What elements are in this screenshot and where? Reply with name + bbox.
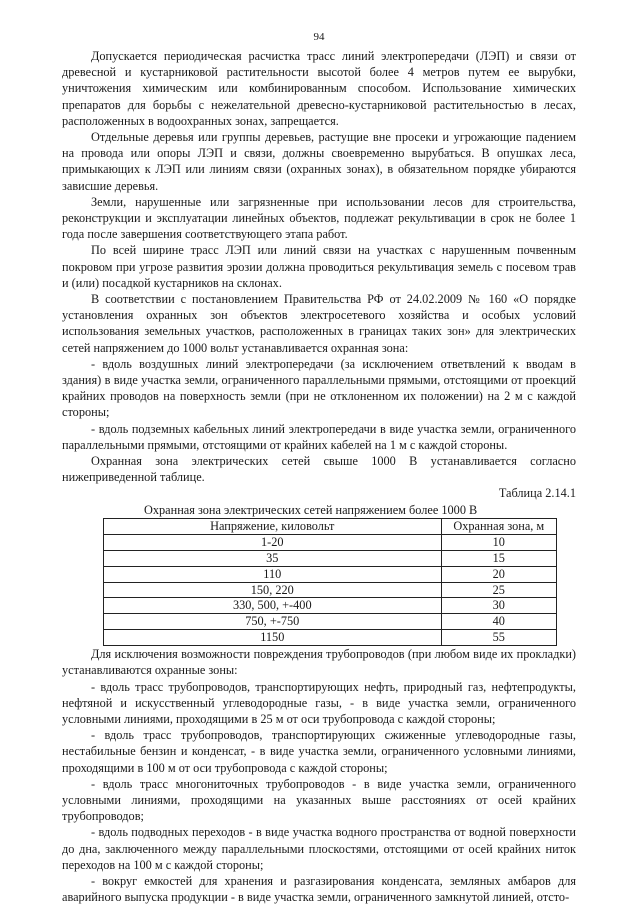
- page-number: 94: [313, 31, 325, 43]
- list-item: - вдоль подводных переходов - в виде участка водного пространства от водной поверхности до дна, заключенного между параллельными плоскостями, отстоящими от осей крайних ниток переходов на 100 м с каждой стороны;: [62, 825, 576, 872]
- table-row: [104, 582, 557, 598]
- paragraph: Земли, нарушенные или загрязненные при использовании лесов для строительства, реконструкции и эксплуатации линейных объектов, подлежат рекультивации в срок не более 1 года после завершения соответствующего этапа работ.: [62, 194, 576, 242]
- table-cell-voltage: 1-20: [104, 534, 442, 550]
- table-row: [104, 614, 557, 630]
- table-row: [104, 598, 557, 614]
- protection-zone-table: [103, 518, 557, 646]
- table-title: Охранная зона электрических сетей напряжением более 1000 В: [144, 502, 478, 517]
- table-label: Таблица 2.14.1: [498, 486, 576, 501]
- paragraph: Отдельные деревья или группы деревьев, растущие вне просеки и угрожающие падением на провода или опоры ЛЭП и связи, должны своевременно вырубаться. В опушках леса, примыкающих к ЛЭП или линиям связи (охранных зонах), в обязательном порядке убираются зависшие деревья.: [62, 130, 576, 193]
- list-item: - вдоль воздушных линий электропередачи (за исключением ответвлений к вводам в здания) в виде участка земли, ограниченного параллельными прямыми, отстоящими от проекций крайних проводов на поверхность земли (при не отклоненном их положении) на 2 м с каждой стороны;: [62, 356, 576, 420]
- column-header-zone: Охранная зона, м: [441, 518, 556, 534]
- document-page: [62, 0, 576, 905]
- table-row: [104, 550, 557, 566]
- list-item: - вдоль трасс многониточных трубопроводов - в виде участка земли, ограниченного условными линиями, проходящими на указанных выше расстояниях от осей крайних трубопроводов;: [62, 776, 576, 824]
- list-item: - вдоль трасс трубопроводов, транспортирующих нефть, природный газ, нефтепродукты, нефтяной и искусственный углеводородные газы, - в виде участка земли, ограниченного условными линиями, проходящими в 25 м от оси трубопровода с каждой стороны;: [62, 679, 576, 726]
- table-cell-zone: 20: [441, 566, 556, 582]
- table-cell-zone: 15: [441, 550, 556, 566]
- table-header-row: [104, 518, 557, 534]
- table-cell-zone: 10: [441, 534, 556, 550]
- table-cell-zone: 30: [441, 598, 556, 614]
- table-cell-zone: 40: [441, 614, 556, 630]
- table-cell-voltage: 150, 220: [104, 582, 442, 598]
- paragraph: По всей ширине трасс ЛЭП или линий связи на участках с нарушенным почвенным покровом при угрозе развития эрозии должна проводиться рекультивация земель с посевом трав и (или) посадкой кустарников на склонах.: [62, 243, 576, 290]
- table-cell-voltage: 35: [104, 550, 442, 566]
- paragraph: В соответствии с постановлением Правительства РФ от 24.02.2009 № 160 «О порядке установления охранных зон объектов электросетевого хозяйства и особых условий использования земельных участков, расположенных в границах таких зон» для электрических сетей напряжением до 1000 вольт устанавливается охранная зона:: [62, 292, 576, 355]
- table-cell-voltage: 330, 500, +-400: [104, 598, 442, 614]
- table-cell-voltage: 750, +-750: [104, 614, 442, 630]
- list-item: - вдоль подземных кабельных линий электропередачи в виде участка земли, ограниченного параллельными прямыми, отстоящими от крайних кабелей на 1 м с каждой стороны.: [62, 421, 576, 452]
- list-item: - вдоль трасс трубопроводов, транспортирующих сжиженные углеводородные газы, нестабильные бензин и конденсат, - в виде участка земли, ограниченного условными линиями, проходящими в 100 м от оси трубопровода с каждой стороны;: [62, 728, 576, 775]
- table-row: [104, 630, 557, 646]
- column-header-voltage: Напряжение, киловольт: [104, 518, 442, 534]
- table-cell-zone: 25: [441, 582, 556, 598]
- paragraph: Допускается периодическая расчистка трасс линий электропередачи (ЛЭП) и связи от древесной и кустарниковой растительности высотой более 4 метров путем ее вырубки, уничтожения химическим или комбинированным способом. Использование химических препаратов для борьбы с нежелательной древесно-кустарниковой растительностью в лесах, расположенных в водоохранных зонах, запрещается.: [62, 49, 576, 128]
- table-cell-voltage: 1150: [104, 630, 442, 646]
- table-row: [104, 566, 557, 582]
- table-row: [104, 534, 557, 550]
- paragraph: Охранная зона электрических сетей свыше 1000 В устанавливается согласно нижеприведенной таблице.: [62, 454, 576, 485]
- list-item: - вокруг емкостей для хранения и разгазирования конденсата, земляных амбаров для аварийного выпуска продукции - в виде участка земли, ограниченного замкнутой линией, отсто-: [62, 873, 576, 905]
- paragraph: Для исключения возможности повреждения трубопроводов (при любом виде их прокладки) устанавливаются охранные зоны:: [62, 647, 576, 678]
- table-cell-zone: 55: [441, 630, 556, 646]
- table-cell-voltage: 110: [104, 566, 442, 582]
